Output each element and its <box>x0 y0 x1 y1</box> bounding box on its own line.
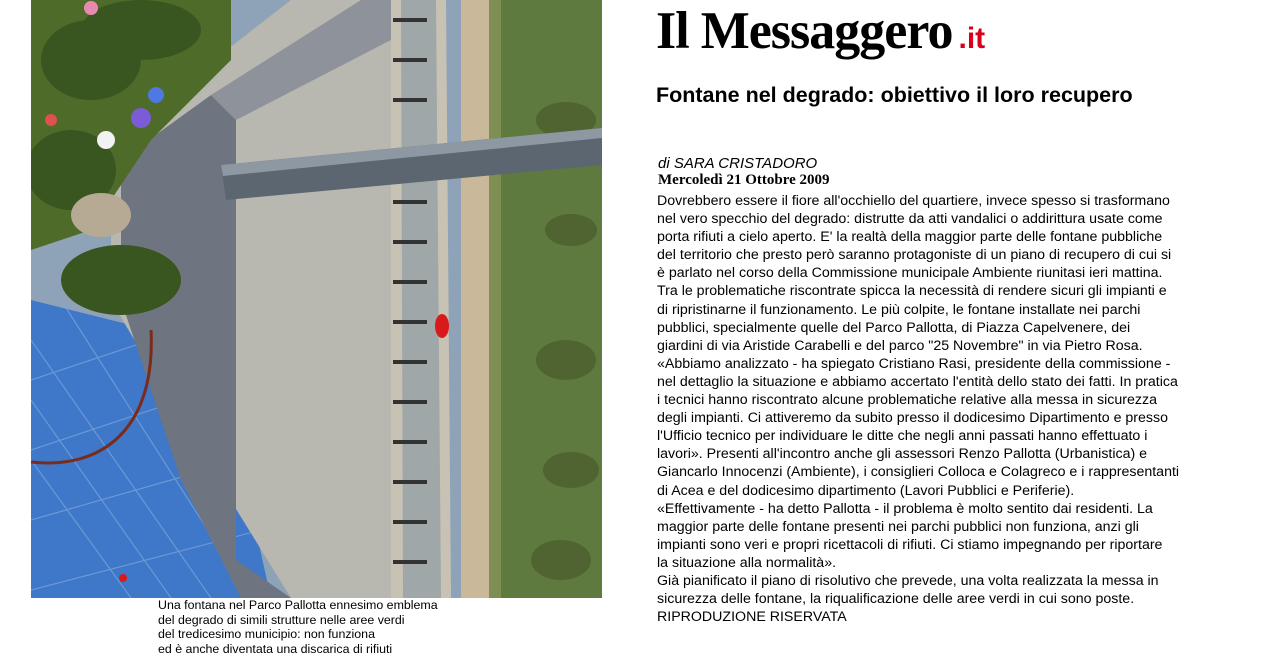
body-line: è parlato nel corso della Commissione municipale Ambiente riunitasi ieri mattina. <box>657 265 1163 282</box>
fountain-photo <box>31 0 602 598</box>
caption-line: del degrado di simili strutture nelle aree verdi <box>158 612 405 627</box>
body-line: Già pianificato il piano di risolutivo che prevede, una volta realizzata la messa in <box>657 572 1159 589</box>
body-line: Dovrebbero essere il fiore all'occhiello del quartiere, invece spesso si trasformano <box>657 193 1170 209</box>
body-line: «Effettivamente - ha detto Pallotta - il problema è molto sentito dai residenti. La <box>657 500 1153 517</box>
body-line: nel dettaglio la situazione e abbiamo accertato l'entità dello stato dei fatti. In pratica <box>657 373 1178 390</box>
body-line: giardini di via Aristide Carabelli e del parco "25 Novembre" in via Pietro Rosa. <box>657 337 1143 354</box>
body-line: degli impianti. Ci attiveremo da subito presso il dodicesimo Dipartimento e presso <box>657 410 1168 427</box>
masthead <box>656 2 985 62</box>
newspaper-logo: Il Messaggero <box>656 2 953 60</box>
body-line: sicurezza delle fontane, la riqualificazione delle aree verdi in cui sono poste. <box>657 591 1135 608</box>
body-line: i tecnici hanno riscontrato alcune problematiche relative alla messa in sicurezza <box>657 392 1157 409</box>
body-line: porta rifiuti a cielo aperto. E' la realtà della maggior parte delle fontane pubbliche <box>657 229 1163 246</box>
article-body <box>657 192 1247 626</box>
body-line: «Abbiamo analizzato - ha spiegato Cristiano Rasi, presidente della commissione - <box>657 355 1171 372</box>
body-line: maggior parte delle fontane presenti nei parchi pubblici non funziona, anzi gli <box>657 518 1139 535</box>
logo-domain-suffix: .it <box>958 22 986 55</box>
body-line: nel vero specchio del degrado: distrutte da atti vandalici o addirittura usate come <box>657 211 1163 228</box>
article-byline: di SARA CRISTADORO <box>658 155 818 172</box>
article-headline: Fontane nel degrado: obiettivo il loro recupero <box>656 83 1133 107</box>
photo-caption <box>158 598 503 656</box>
body-line: di Acea e del dodicesimo dipartimento (Lavori Pubblici e Periferie). <box>657 482 1075 499</box>
caption-line: ed è anche diventata una discarica di rifiuti <box>158 641 393 656</box>
article-date: Mercoledì 21 Ottobre 2009 <box>658 172 830 188</box>
caption-line: del tredicesimo municipio: non funziona <box>158 627 375 641</box>
body-line: l'Ufficio tecnico per individuare le ditte che negli anni passati hanno effettuato i <box>657 428 1148 445</box>
body-line: RIPRODUZIONE RISERVATA <box>657 609 847 626</box>
body-line: lavori». Presenti all'incontro anche gli assessori Renzo Pallotta (Urbanistica) e <box>657 446 1148 463</box>
caption-line: Una fontana nel Parco Pallotta ennesimo emblema <box>158 598 438 612</box>
body-line: la situazione alla normalità». <box>657 554 837 571</box>
body-line: impianti sono veri e propri ricettacoli di rifiuti. Ci stiamo impegnando per riportare <box>657 536 1163 553</box>
body-line: Giancarlo Innocenzi (Ambiente), i consiglieri Colloca e Colagreco e i rappresentanti <box>657 464 1180 481</box>
fountain-photo-illustration <box>31 0 602 598</box>
body-line: Tra le problematiche riscontrate spicca la necessità di rendere sicuri gli impianti e <box>657 283 1167 300</box>
body-line: pubblici, specialmente quelle del Parco Pallotta, di Piazza Capelvenere, dei <box>657 319 1131 336</box>
body-line: del territorio che presto però saranno protagoniste di un piano di recupero di cui si <box>657 247 1172 264</box>
body-line: di ripristinarne il funzionamento. Le più colpite, le fontane installate nei parchi <box>657 301 1141 318</box>
